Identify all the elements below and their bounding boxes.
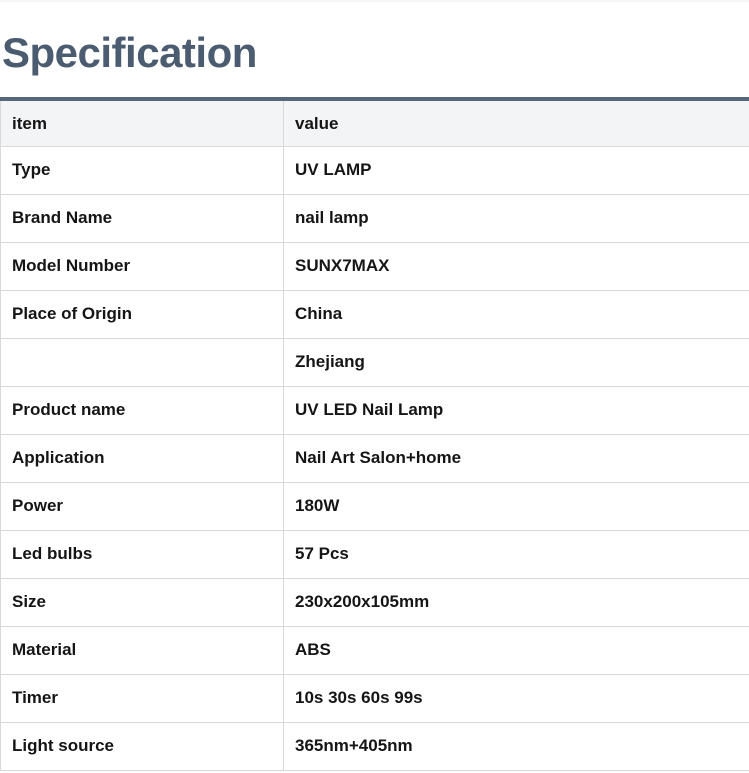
table-row xyxy=(1,674,749,722)
item-cell: Application xyxy=(1,434,284,482)
table-row xyxy=(1,338,749,386)
table-row xyxy=(1,386,749,434)
value-cell: UV LAMP xyxy=(284,146,749,194)
item-cell: Material xyxy=(1,626,284,674)
item-cell: Size xyxy=(1,578,284,626)
item-cell: Model Number xyxy=(1,242,284,290)
item-cell: Power xyxy=(1,482,284,530)
value-cell: nail lamp xyxy=(284,194,749,242)
item-cell: Brand Name xyxy=(1,194,284,242)
table-row xyxy=(1,146,749,194)
column-header-value: value xyxy=(284,99,749,146)
table-row xyxy=(1,626,749,674)
item-cell: Light source xyxy=(1,722,284,770)
value-cell: 10s 30s 60s 99s xyxy=(284,674,749,722)
value-cell: SUNX7MAX xyxy=(284,242,749,290)
value-cell: 365nm+405nm xyxy=(284,722,749,770)
value-cell: UV LED Nail Lamp xyxy=(284,386,749,434)
specification-table xyxy=(0,97,749,771)
value-cell: 57 Pcs xyxy=(284,530,749,578)
column-header-item: item xyxy=(1,99,284,146)
table-row xyxy=(1,194,749,242)
item-cell: Timer xyxy=(1,674,284,722)
table-row xyxy=(1,242,749,290)
value-cell: 180W xyxy=(284,482,749,530)
item-cell: Type xyxy=(1,146,284,194)
item-cell: Led bulbs xyxy=(1,530,284,578)
table-row xyxy=(1,290,749,338)
value-cell: ABS xyxy=(284,626,749,674)
table-row xyxy=(1,530,749,578)
table-row xyxy=(1,722,749,770)
table-header-row xyxy=(1,99,749,146)
value-cell: China xyxy=(284,290,749,338)
top-divider xyxy=(0,0,749,2)
item-cell: Product name xyxy=(1,386,284,434)
table-row xyxy=(1,578,749,626)
table-row xyxy=(1,434,749,482)
page-title: Specification xyxy=(2,29,257,76)
item-cell: Place of Origin xyxy=(1,290,284,338)
value-cell: Nail Art Salon+home xyxy=(284,434,749,482)
value-cell: Zhejiang xyxy=(284,338,749,386)
value-cell: 230x200x105mm xyxy=(284,578,749,626)
item-cell xyxy=(1,338,284,386)
table-row xyxy=(1,482,749,530)
